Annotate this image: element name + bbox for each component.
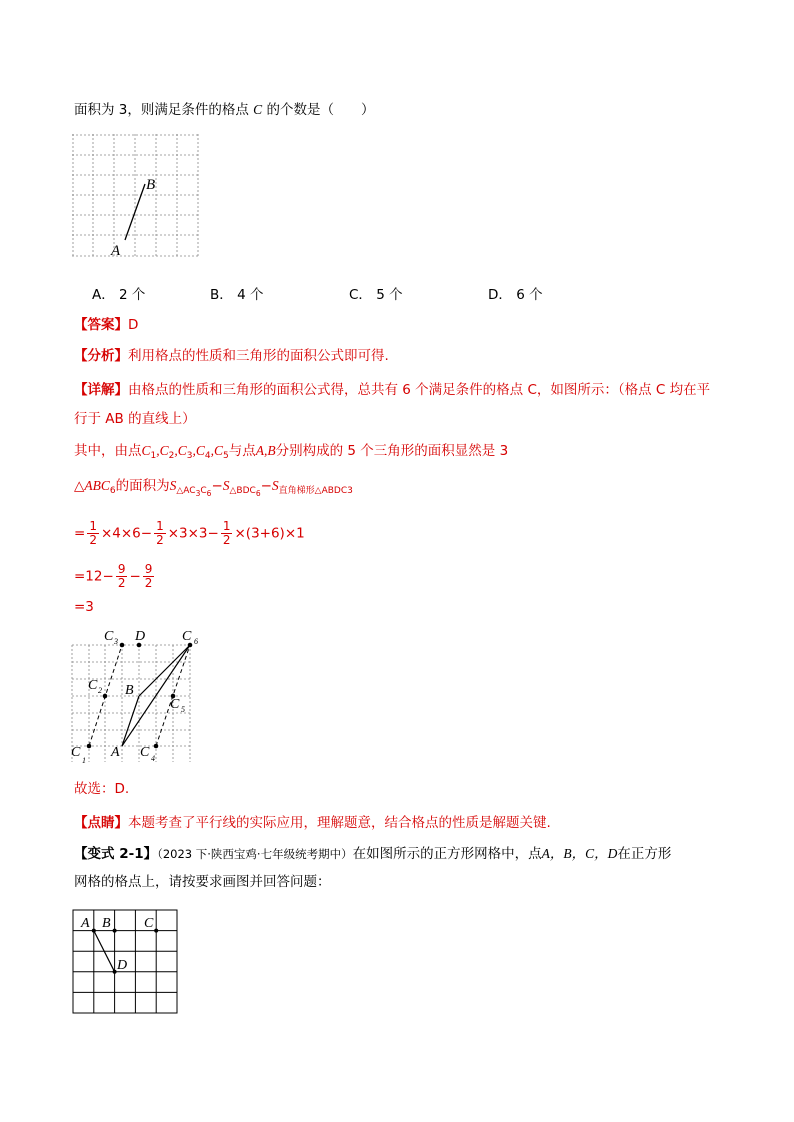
label-c6: C (182, 629, 192, 644)
label-c6-sub: 6 (194, 637, 198, 646)
label-d3: D (117, 958, 128, 973)
segment-a-b (122, 696, 139, 746)
option-d[interactable]: D． 6 个 (488, 287, 543, 303)
label-d: D (135, 629, 146, 644)
label-c4-sub: 4 (151, 754, 155, 763)
detail-line-4: $\triangle ABC_6$的面积为$S_{\triangle AC_3C_6}-S_{\triangle BDC_6}-S_{直角梯形\triangle ABDC3}$ (74, 478, 353, 498)
choose-line: 故选：D. (74, 781, 130, 797)
variant-grid-figure (72, 909, 180, 1015)
option-b[interactable]: B． 4 个 (210, 287, 264, 303)
point-c2 (103, 694, 108, 699)
solution-grid-figure (68, 626, 210, 768)
point-c3-var (154, 929, 158, 933)
variant-line-2: 网格的格点上，请按要求画图并回答问题： (74, 874, 331, 890)
point-a3 (92, 929, 96, 933)
answer-line: 【答案】D (74, 317, 139, 333)
point-c1 (87, 744, 92, 749)
label-c3: C (104, 629, 114, 644)
label-c4: C (140, 745, 150, 760)
detail-line-3: 其中，由点$C_1,C_2,C_3,C_4,C_5$与点A,B分别构成的 5 个三角形的面积显然是 3 (74, 443, 509, 461)
point-c3 (120, 643, 125, 648)
comment-line: 【点睛】本题考查了平行线的实际应用，理解题意，结合格点的性质是解题关键. (74, 815, 551, 831)
label-c1-sub: 1 (82, 756, 86, 765)
label-c3-sub: 3 (114, 637, 118, 646)
calc-line-2: =12− $\frac{9}{2}$ − $\frac{9}{2}$ (74, 562, 153, 590)
label-c5-sub: 5 (181, 705, 185, 714)
analysis-line: 【分析】利用格点的性质和三角形的面积公式即可得. (74, 348, 389, 364)
segment-b-c6 (139, 645, 190, 696)
point-b3 (113, 929, 117, 933)
point-d3 (113, 970, 117, 974)
label-b2: B (125, 683, 134, 698)
label-c1: C (71, 745, 81, 760)
point-c4 (154, 744, 159, 749)
label-a3: A (81, 916, 90, 931)
option-c[interactable]: C． 5 个 (349, 287, 403, 303)
label-c2-sub: 2 (98, 686, 102, 695)
label-c5: C (170, 697, 180, 712)
detail-line-1: 【详解】由格点的性质和三角形的面积公式得，总共有 6 个满足条件的格点 C，如图所示：（格点 C 均在平 (74, 382, 711, 398)
label-b3: B (102, 916, 111, 931)
calc-line-1: = $\frac{1}{2}$ ×4×6− $\frac{1}{2}$ ×3×3− $\frac{1}{2}$ ×(3+6)×1 (74, 519, 305, 547)
label-a2: A (111, 745, 120, 760)
label-c3-variant: C (144, 916, 154, 931)
label-b: B (146, 177, 156, 193)
detail-line-2: 行于 AB 的直线上） (74, 411, 196, 427)
label-c2: C (88, 678, 98, 693)
calc-line-3: =3 (74, 599, 94, 615)
option-a[interactable]: A． 2 个 (92, 287, 146, 303)
label-a: A (111, 243, 121, 259)
question-stem: 面积为 3，则满足条件的格点 C 的个数是（ ） (74, 102, 375, 118)
question-grid-figure (72, 134, 200, 260)
variant-line-1: 【变式 2-1】（2023 下·陕西宝鸡·七年级统考期中）在如图所示的正方形网格中，点A，B，C，D在正方形 (74, 846, 672, 862)
